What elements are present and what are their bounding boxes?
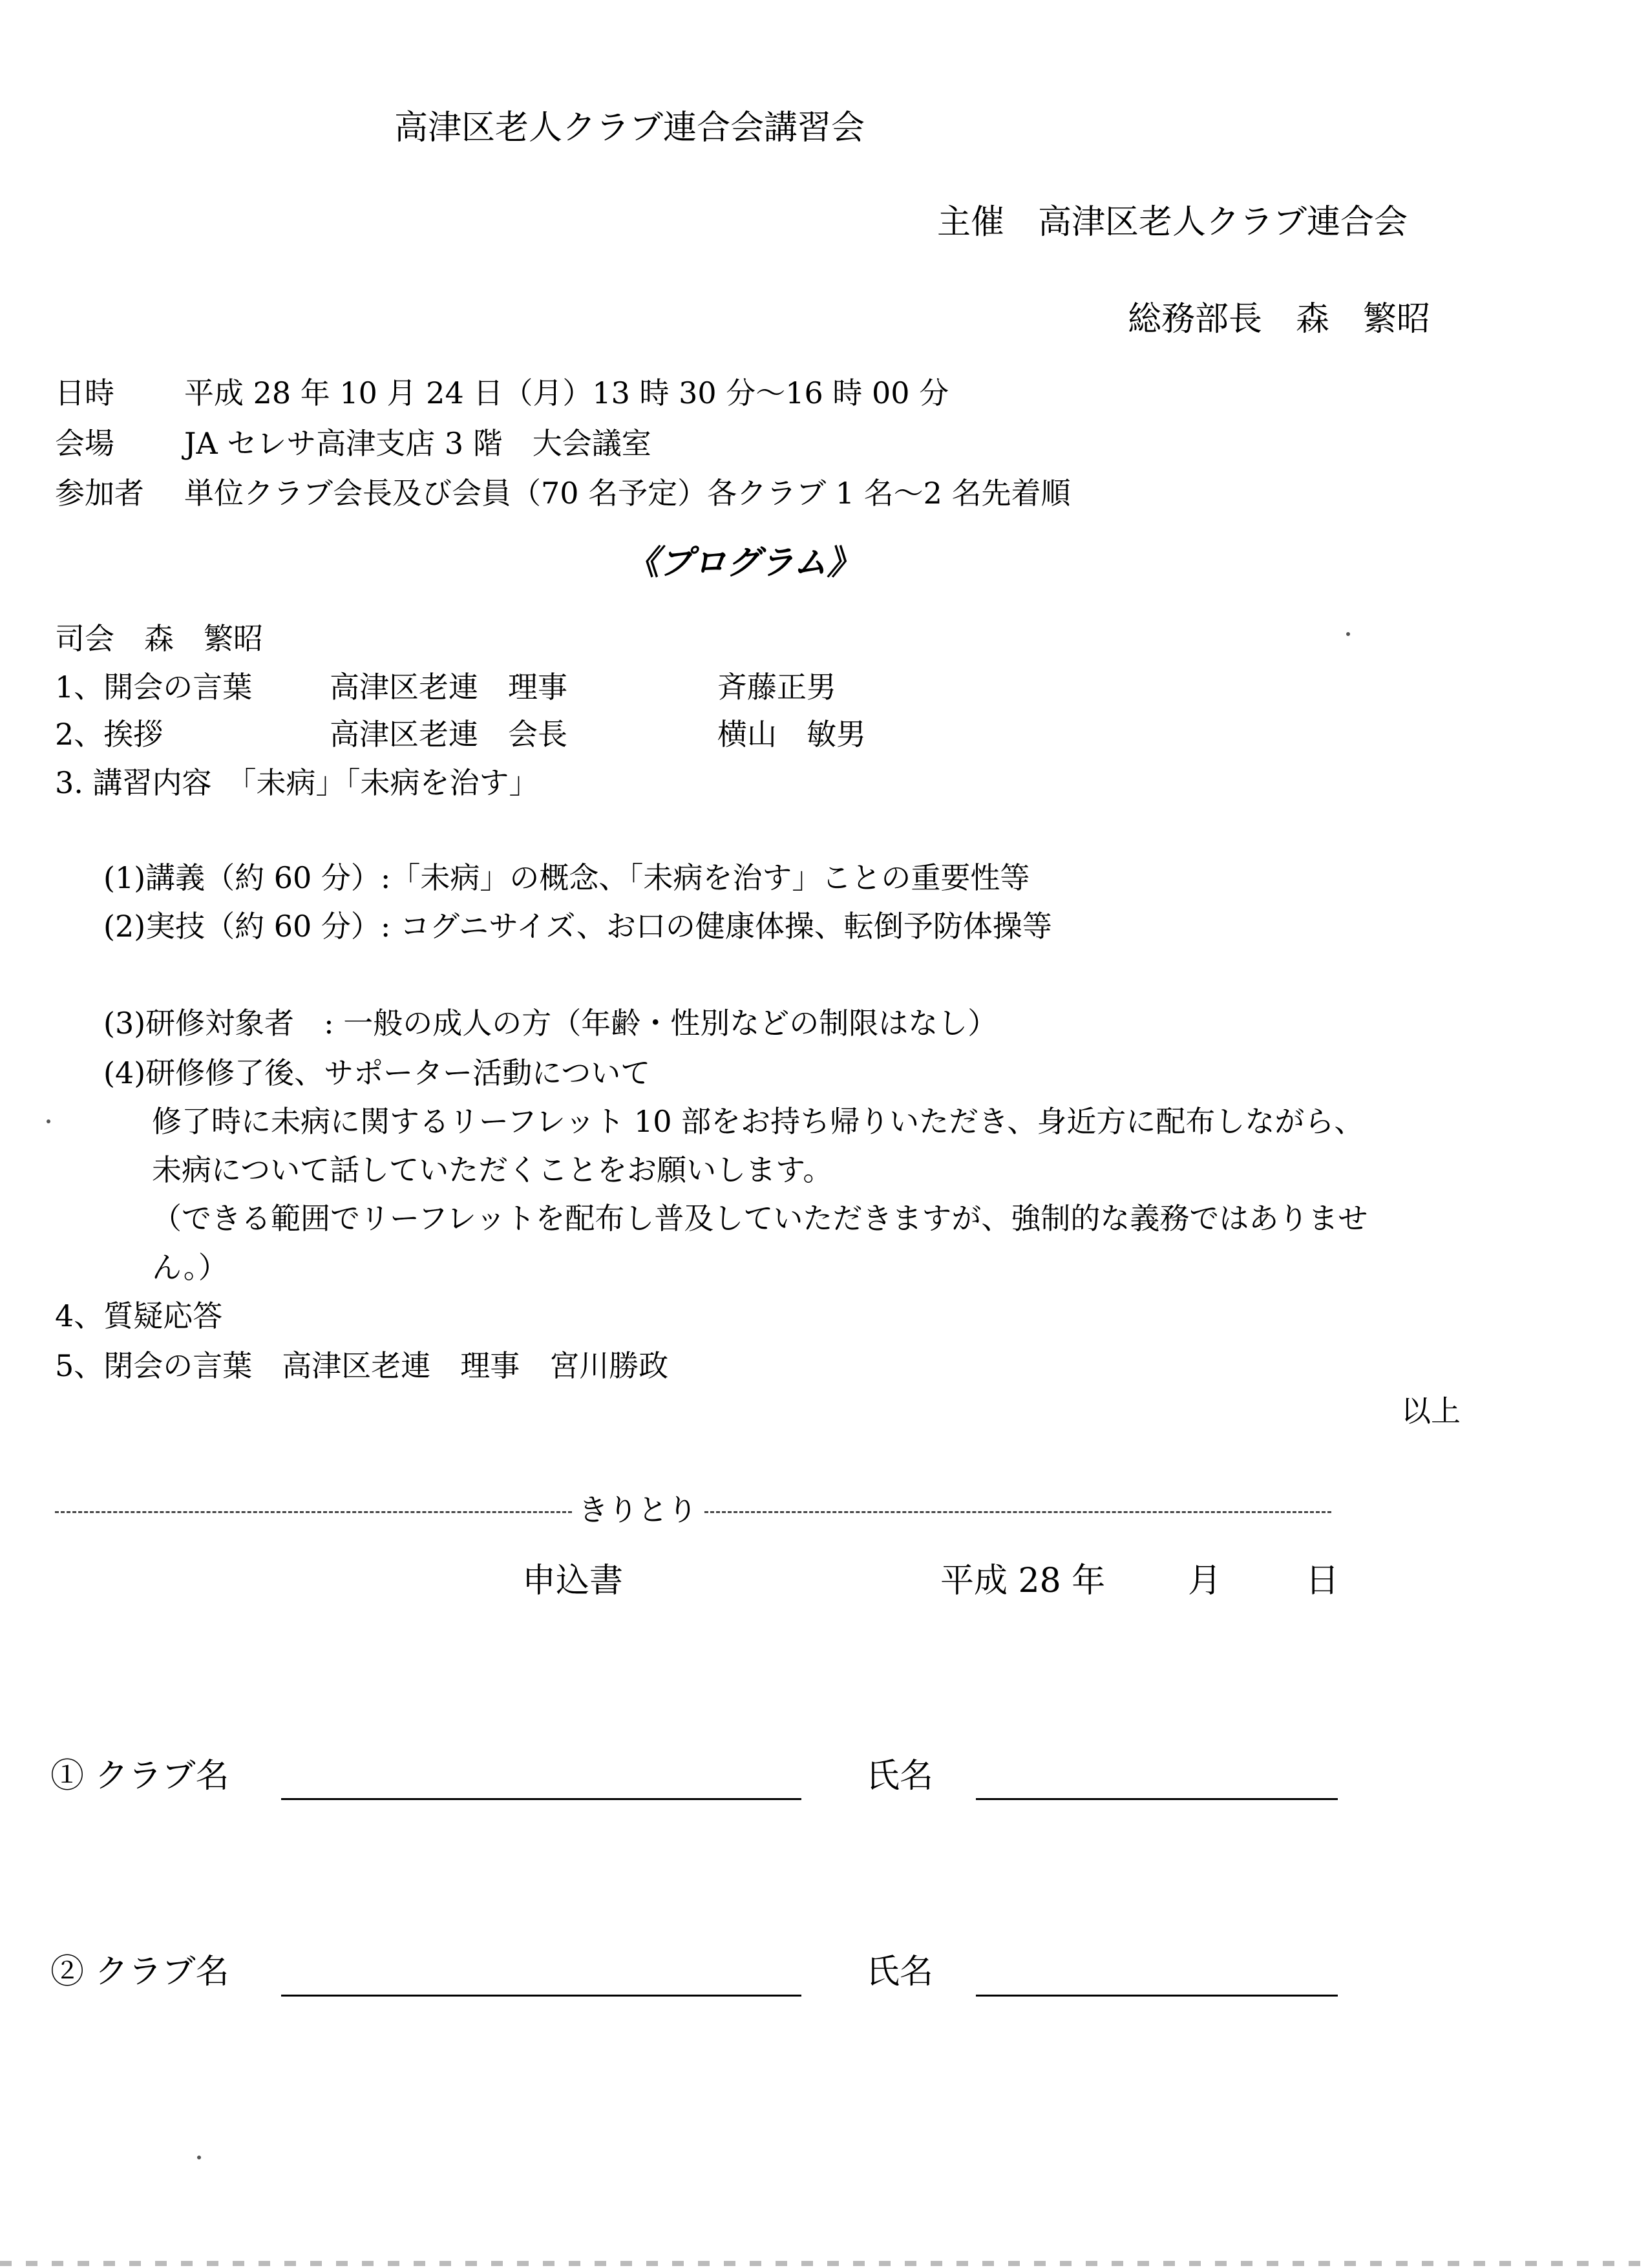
- detail-date-value: 平成 28 年 10 月 24 日（月）13 時 30 分〜16 時 00 分: [184, 376, 949, 410]
- program-item-4: 4、質疑応答: [55, 1298, 223, 1333]
- detail-venue-value: JA セレサ高津支店 3 階 大会議室: [184, 426, 651, 461]
- program-sub-4-line-3: （できる範囲でリーフレットを配布し普及していただきますが、強制的な義務ではありませ: [152, 1201, 1368, 1236]
- program-sub-2: (2)実技（約 60 分）: コグニサイズ、お口の健康体操、転倒予防体操等: [103, 909, 1052, 944]
- form-row-2-club-field[interactable]: [281, 1995, 801, 1997]
- program-sub-4: (4)研修修了後、サポーター活動について: [103, 1055, 651, 1090]
- detail-date-label: 日時: [55, 376, 114, 410]
- form-row-1-club-label: ① クラブ名: [50, 1757, 229, 1796]
- program-item-2-org: 高津区老連 会長: [330, 717, 567, 752]
- closing-text: 以上: [1401, 1394, 1461, 1428]
- program-item-2-title: 2、挨拶: [55, 717, 164, 752]
- form-row-2-name-field[interactable]: [976, 1995, 1338, 1997]
- program-item-5: 5、閉会の言葉 高津区老連 理事 宮川勝政: [55, 1348, 669, 1383]
- manager: 総務部長 森 繁昭: [1128, 300, 1431, 339]
- form-title: 申込書: [522, 1562, 624, 1600]
- organizer: 主催 高津区老人クラブ連合会: [937, 203, 1408, 242]
- form-row-1-club-field[interactable]: [281, 1798, 801, 1800]
- program-sub-4-line-4: ん。）: [152, 1250, 228, 1285]
- program-sub-4-line-2: 未病について話していただくことをお願いします。: [152, 1152, 833, 1187]
- detail-participants-label: 参加者: [55, 476, 144, 511]
- program-sub-1: (1)講義（約 60 分）:「未病」の概念、「未病を治す」ことの重要性等: [103, 860, 1030, 895]
- form-row-1-name-label: 氏名: [866, 1757, 934, 1796]
- form-row-2-club-label: ② クラブ名: [50, 1953, 229, 1991]
- program-mc: 司会 森 繁昭: [55, 621, 263, 656]
- form-row-2-name-label: 氏名: [866, 1953, 934, 1991]
- form-row-1-name-field[interactable]: [976, 1798, 1338, 1800]
- scan-speck: [197, 2156, 201, 2159]
- program-item-2-person: 横山 敏男: [717, 717, 866, 752]
- detail-venue-label: 会場: [55, 426, 114, 461]
- program-heading: 《プログラム》: [626, 543, 861, 582]
- form-date-year: 平成 28 年: [940, 1562, 1106, 1600]
- form-date-day: 日: [1305, 1562, 1340, 1600]
- program-sub-3: (3)研修対象者 : 一般の成人の方（年齢・性別などの制限はなし）: [103, 1006, 998, 1041]
- program-item-3: 3. 講習内容 「未病」「未病を治す」: [55, 765, 539, 800]
- scan-speck: [1346, 632, 1350, 636]
- cutline-left: [55, 1511, 572, 1513]
- form-date-month: 月: [1188, 1562, 1222, 1600]
- cutline-right: [704, 1511, 1331, 1513]
- program-item-1-org: 高津区老連 理事: [330, 670, 567, 705]
- cutline-label: きりとり: [572, 1495, 704, 1525]
- scan-speck: [47, 1119, 50, 1123]
- program-item-1-person: 斉藤正男: [717, 670, 836, 705]
- detail-participants-value: 単位クラブ会長及び会員（70 名予定）各クラブ 1 名〜2 名先着順: [184, 476, 1071, 511]
- document-title: 高津区老人クラブ連合会講習会: [394, 109, 865, 147]
- program-sub-4-line-1: 修了時に未病に関するリーフレット 10 部をお持ち帰りいただき、身近方に配布しながら、: [152, 1104, 1364, 1139]
- scan-bottom-edge: [0, 2261, 1648, 2266]
- program-item-1-title: 1、開会の言葉: [55, 670, 253, 705]
